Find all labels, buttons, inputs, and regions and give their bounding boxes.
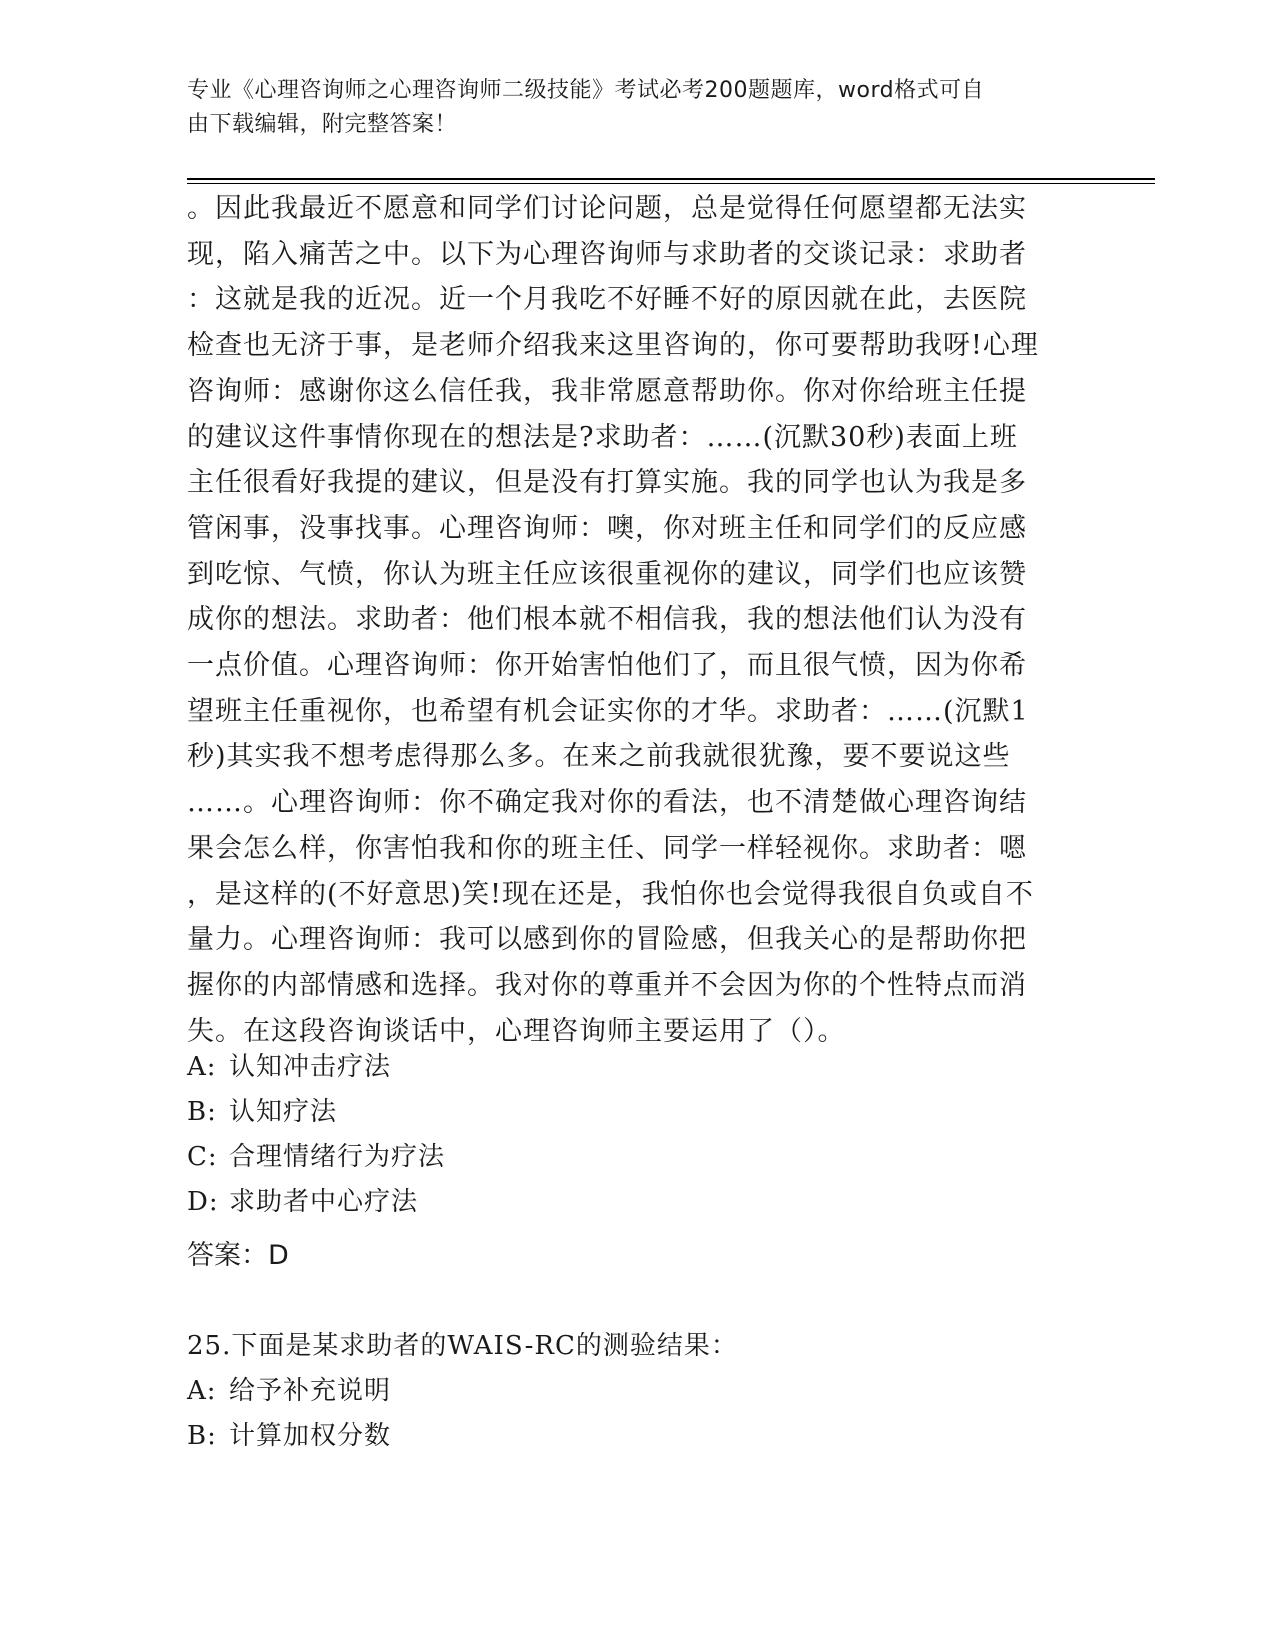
passage-line: 望班主任重视你，也希望有机会证实你的才华。求助者：……(沉默1 <box>187 695 1029 727</box>
passage-line: ……。心理咨询师：你不确定我对你的看法，也不清楚做心理咨询结 <box>187 787 1027 819</box>
document-header <box>187 74 1067 142</box>
question-25-stem: 25.下面是某求助者的WAIS-RC的测验结果： <box>187 1331 738 1361</box>
passage-line: ：这就是我的近况。近一个月我吃不好睡不好的原因就在此，去医院 <box>187 284 1027 316</box>
question-24-option-a <box>187 1045 391 1090</box>
option-text: 求助者中心疗法 <box>229 1187 419 1217</box>
option-key: A: <box>187 1052 217 1082</box>
passage-line: 秒)其实我不想考虑得那么多。在来之前我就很犹豫，要不要说这些 <box>187 741 1011 773</box>
passage-line: 果会怎么样，你害怕我和你的班主任、同学一样轻视你。求助者：嗯 <box>187 832 1027 864</box>
header-rule-thin <box>187 183 1155 184</box>
question-25-option-b <box>187 1414 391 1459</box>
header-line-1: 专业《心理咨询师之心理咨询师二级技能》考试必考200题题库，word格式可自 <box>187 78 985 103</box>
passage-line: 握你的内部情感和选择。我对你的尊重并不会因为你的个性特点而消 <box>187 969 1027 1001</box>
passage-line: 咨询师：感谢你这么信任我，我非常愿意帮助你。你对你给班主任提 <box>187 375 1027 407</box>
option-text: 计算加权分数 <box>229 1421 392 1451</box>
header-rule-thick <box>187 178 1155 180</box>
question-25-option-a <box>187 1369 391 1414</box>
passage-line: 主任很看好我提的建议，但是没有打算实施。我的同学也认为我是多 <box>187 467 1027 499</box>
passage-line: ，是这样的(不好意思)笑!现在还是，我怕你也会觉得我很自负或自不 <box>187 878 1034 910</box>
passage-line: 失。在这段咨询谈话中，心理咨询师主要运用了（）。 <box>187 1015 846 1047</box>
option-text: 认知冲击疗法 <box>229 1052 392 1082</box>
passage-line: 成你的想法。求助者：他们根本就不相信我，我的想法他们认为没有 <box>187 604 1027 636</box>
passage-line: 一点价值。心理咨询师：你开始害怕他们了，而且很气愤，因为你希 <box>187 650 1027 682</box>
option-text: 给予补充说明 <box>229 1376 392 1406</box>
passage-line: 。因此我最近不愿意和同学们讨论问题，总是觉得任何愿望都无法实 <box>187 193 1027 224</box>
option-text: 合理情绪行为疗法 <box>229 1142 446 1172</box>
option-key: C: <box>187 1142 218 1172</box>
option-key: B: <box>187 1421 217 1451</box>
passage-line: 的建议这件事情你现在的想法是?求助者：……(沉默30秒)表面上班 <box>187 421 1018 453</box>
passage-line: 管闲事，没事找事。心理咨询师：噢，你对班主任和同学们的反应感 <box>187 512 1027 544</box>
passage-line: 到吃惊、气愤，你认为班主任应该很重视你的建议，同学们也应该赞 <box>187 558 1027 590</box>
question-24-option-b <box>187 1090 337 1135</box>
question-24-answer: 答案：D <box>187 1240 289 1271</box>
question-24-option-c <box>187 1135 445 1180</box>
passage-line: 检查也无济于事，是老师介绍我来这里咨询的，你可要帮助我呀!心理 <box>187 330 1039 362</box>
passage-line: 量力。心理咨询师：我可以感到你的冒险感，但我关心的是帮助你把 <box>187 924 1027 956</box>
question-24-option-d <box>187 1180 418 1225</box>
header-line-2: 由下载编辑，附完整答案！ <box>187 112 458 137</box>
option-key: B: <box>187 1097 217 1127</box>
option-text: 认知疗法 <box>229 1097 338 1127</box>
passage-line: 现，陷入痛苦之中。以下为心理咨询师与求助者的交谈记录：求助者 <box>187 238 1027 270</box>
option-key: D: <box>187 1187 219 1217</box>
option-key: A: <box>187 1376 217 1406</box>
question-24-passage <box>187 186 1077 1054</box>
